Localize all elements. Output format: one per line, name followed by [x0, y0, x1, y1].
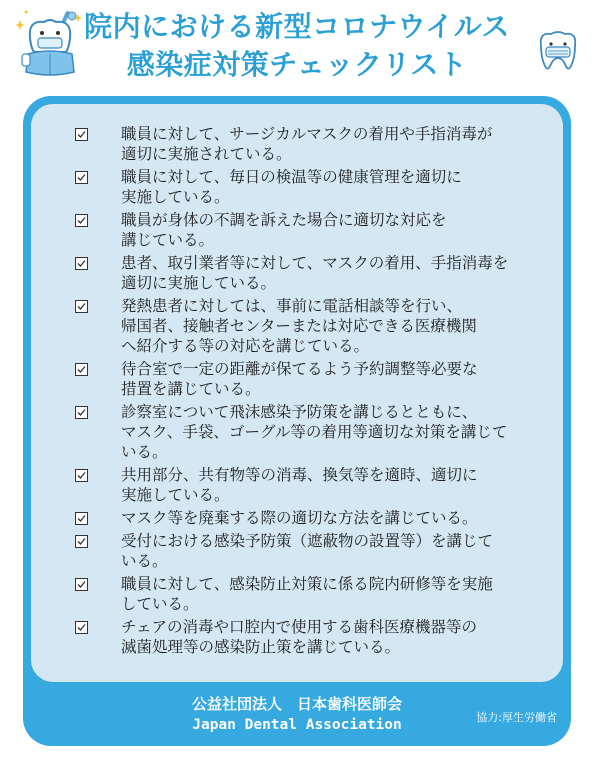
cooperation-credit: 協力:厚生労働省 — [476, 711, 557, 724]
checklist-panel — [31, 104, 563, 682]
org-name-japanese: 公益社団法人 日本歯科医師会 — [191, 695, 402, 713]
checklist-item — [75, 296, 545, 356]
tooth-mascot-doctor-icon — [14, 8, 86, 80]
checkbox-icon[interactable] — [75, 300, 88, 313]
checklist-item — [75, 402, 545, 462]
checklist-card — [23, 96, 571, 746]
checkbox-icon[interactable] — [75, 621, 88, 634]
checklist-item-text: 職員に対して、毎日の検温等の健康管理を適切に 実施している。 — [121, 168, 462, 206]
checkbox-icon[interactable] — [75, 512, 88, 525]
checkbox-icon[interactable] — [75, 128, 88, 141]
checklist-item — [75, 210, 545, 250]
checkbox-icon[interactable] — [75, 214, 88, 227]
checklist-item — [75, 359, 545, 399]
checklist-item-text: 受付における感染予防策（遮蔽物の設置等）を講じて いる。 — [121, 532, 494, 570]
checklist-item-text: 発熱患者に対しては、事前に電話相談等を行い、 帰国者、接触者センターまたは対応できる医療機関 へ紹介する等の対応を講じている。 — [121, 297, 477, 355]
checklist-item — [75, 617, 545, 657]
checkbox-icon[interactable] — [75, 363, 88, 376]
checklist — [75, 124, 545, 660]
checklist-item — [75, 253, 545, 293]
checkbox-icon[interactable] — [75, 469, 88, 482]
title-line-1: 院内における新型コロナウイルス — [84, 10, 510, 43]
checklist-item-text: 職員が身体の不調を訴えた場合に適切な対応を 講じている。 — [121, 211, 447, 249]
checkbox-icon[interactable] — [75, 171, 88, 184]
checklist-item-text: 共用部分、共有物等の消毒、換気等を適時、適切に 実施している。 — [121, 466, 478, 504]
org-name-english: Japan Dental Association — [192, 717, 402, 733]
checklist-item-text: 職員に対して、サージカルマスクの着用や手指消毒が 適切に実施されている。 — [121, 125, 493, 163]
page-title — [0, 8, 594, 84]
checklist-item — [75, 167, 545, 207]
checklist-item — [75, 465, 545, 505]
tooth-mascot-mask-icon — [535, 28, 581, 76]
checklist-item — [75, 531, 545, 571]
checklist-item-text: 患者、取引業者等に対して、マスクの着用、手指消毒を 適切に実施している。 — [121, 254, 509, 292]
checkbox-icon[interactable] — [75, 535, 88, 548]
checklist-item — [75, 574, 545, 614]
checkbox-icon[interactable] — [75, 578, 88, 591]
title-line-2: 感染症対策チェックリスト — [126, 48, 468, 81]
checkbox-icon[interactable] — [75, 406, 88, 419]
checklist-item — [75, 508, 545, 528]
checkbox-icon[interactable] — [75, 257, 88, 270]
checklist-item-text: マスク等を廃棄する際の適切な方法を講じている。 — [121, 509, 478, 527]
checklist-item — [75, 124, 545, 164]
checklist-item-text: 待合室で一定の距離が保てるよう予約調整等必要な 措置を講じている。 — [121, 360, 478, 398]
checklist-item-text: 診察室について飛沫感染予防策を講じるとともに、 マスク、手袋、ゴーグル等の着用等適切な対策を講じて いる。 — [121, 403, 508, 461]
checklist-item-text: チェアの消毒や口腔内で使用する歯科医療機器等の 滅菌処理等の感染防止策を講じている。 — [121, 618, 478, 656]
checklist-item-text: 職員に対して、感染防止対策に係る院内研修等を実施 している。 — [121, 575, 493, 613]
